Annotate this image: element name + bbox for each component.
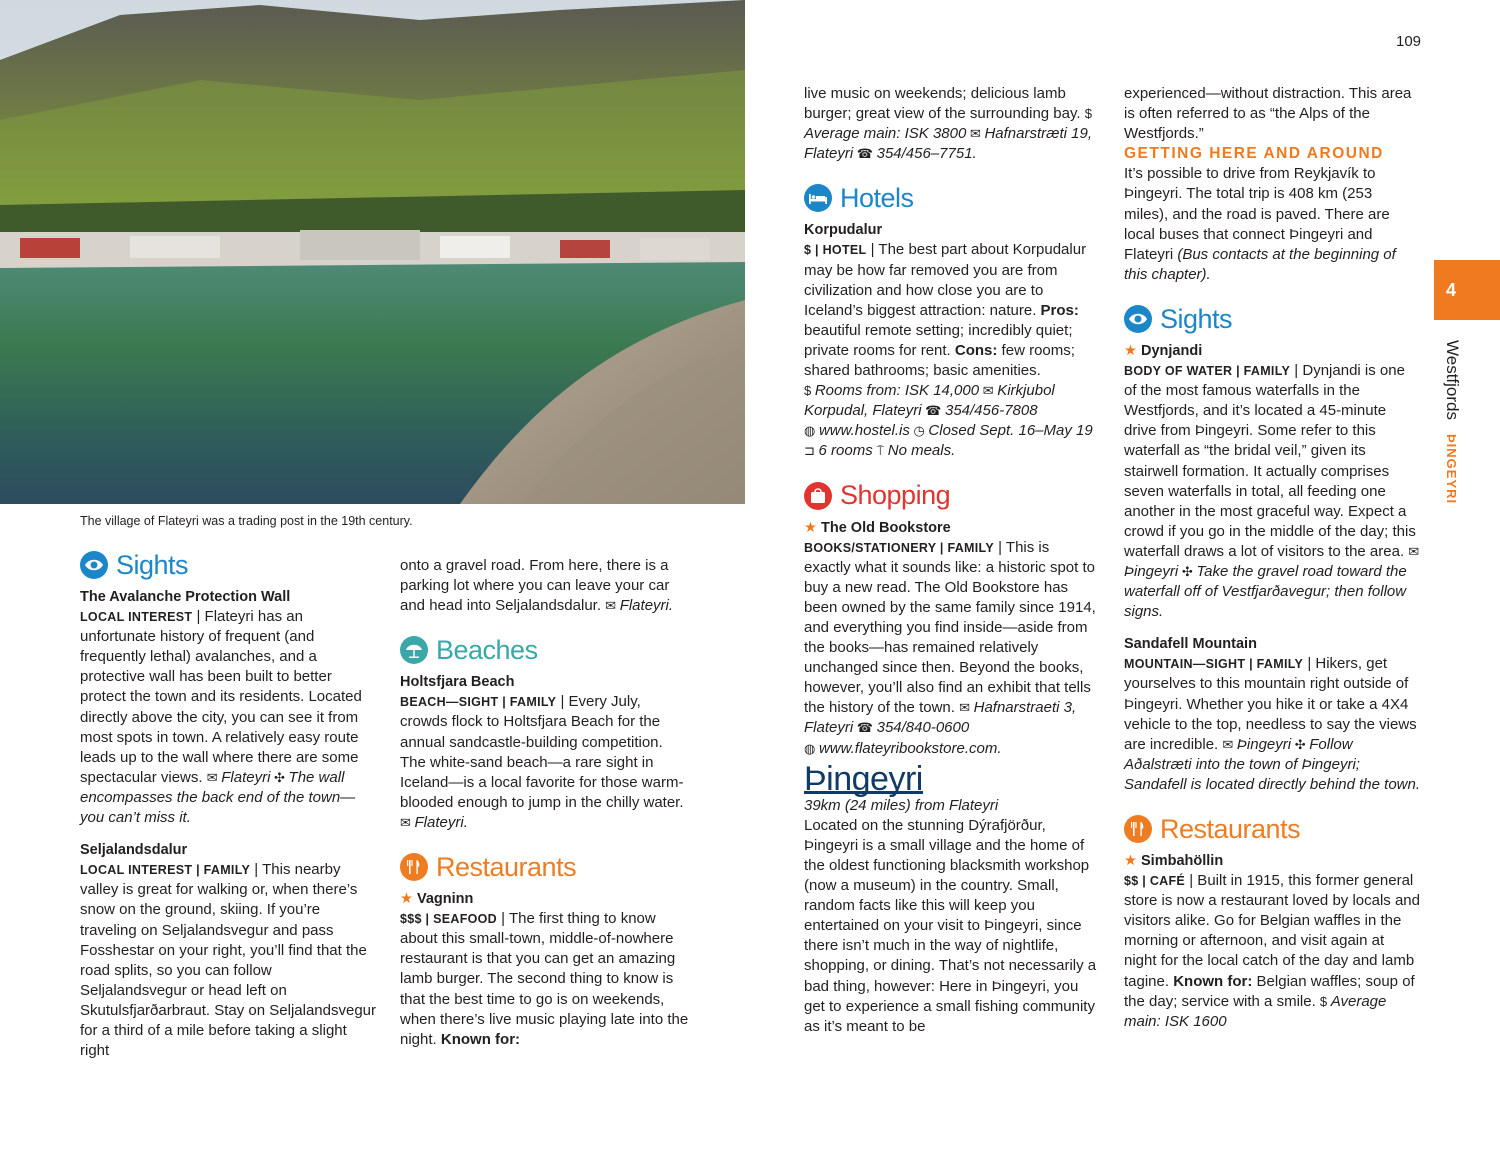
pros-text: beautiful remote setting; incredibly quiet; private rooms for rent.: [804, 321, 1073, 359]
entry-tag: BOOKS/STATIONERY | FAMILY: [804, 540, 994, 555]
entry-tag: LOCAL INTEREST | FAMILY: [80, 863, 251, 878]
address-icon: ✉: [1408, 543, 1420, 559]
entry-website[interactable]: www.flateyribookstore.com.: [818, 739, 1002, 757]
entry-price: Rooms from: ISK 14,000: [814, 382, 980, 400]
entry-name-vagninn: [400, 889, 692, 909]
cons-label: Cons:: [954, 341, 998, 359]
entry-address: Þingeyri: [1124, 562, 1179, 580]
entry-tag: $$ | CAFÉ: [1124, 874, 1186, 889]
shopping-heading: [804, 482, 1100, 510]
address-icon: ✉: [605, 598, 620, 614]
entry-phone: 354/456-7808: [944, 402, 1038, 420]
entry-text-avalanche-wall: [80, 607, 376, 828]
address-icon: ✉: [979, 383, 998, 399]
continued-text: [400, 556, 692, 616]
continued-text: experienced—without distraction. This area is often referred to as “the Alps of the Westfjords.”: [1124, 85, 1412, 143]
page-number: 109: [1396, 33, 1422, 50]
entry-text-seljalandsdalur: [80, 860, 376, 1061]
price-icon: $: [804, 383, 815, 399]
continued-text: [804, 84, 1100, 164]
town-intro: Located on the stunning Dýrafjörður, Þingeyri is a small village and the home of the oldest functioning blacksmith workshop (now a museum) in the country. Small, random facts like this will keep you entertained on your visit to Þingeyri, since there isn’t much in the way of nightlife, shopping, or dining. That’s not necessarily a bad thing, however: Here in Þingeyri, you get to experience a small fishing community as it’s meant to be: [804, 816, 1097, 1035]
entry-directions: Take the gravel road toward the waterfall off of Vestfjarðavegur; then follow signs.: [1124, 562, 1407, 621]
getting-here-body: It’s possible to drive from Reykjavík to Þingeyri. The total trip is 408 km (253 miles), and the road is paved. There are local buses that connect Þingeyri and Flateyri: [1124, 165, 1390, 263]
phone-icon: ☎: [853, 720, 877, 736]
entry-name-holtsfjara: Holtsfjara Beach: [400, 674, 515, 691]
chapter-tab: [1434, 260, 1500, 320]
globe-icon: ◍: [804, 740, 819, 756]
address-icon: ✉: [966, 126, 985, 142]
restaurants-title: Restaurants: [436, 851, 577, 882]
entry-name-avalanche-wall: The Avalanche Protection Wall: [80, 589, 291, 605]
phone-icon: ☎: [921, 403, 945, 419]
getting-here-note: (Bus contacts at the beginning of this chapter).: [1124, 245, 1396, 283]
town-title: Þingeyri: [804, 759, 923, 798]
entry-body: | The first thing to know about this small-town, middle-of-nowhere restaurant is that you can get an amazing lamb burger. The second thing to know is that the best time to go is on weekends, when there’s live music playing late into the night.: [400, 910, 689, 1048]
flateyri-photo: [0, 0, 745, 504]
star-icon: ★: [1124, 853, 1137, 869]
entry-name-text: The Old Bookstore: [821, 519, 951, 536]
directions-icon: ✣: [1178, 563, 1197, 579]
entry-meals: No meals.: [887, 442, 956, 460]
entry-body: | This is exactly what it sounds like: a historic spot to buy a new read. The Old Bookstore has been owned by the same family since 1914, and everything you find inside—aside from the books—has remained relatively unchanged since then. Beyond the books, however, you’ll also find an exhibit that tells the history of the town.: [804, 538, 1096, 717]
entry-rooms: 6 rooms: [818, 442, 873, 460]
running-head-town: ÞINGEYRI: [1444, 434, 1459, 505]
fork-knife-icon: [1124, 815, 1152, 843]
star-icon: ★: [804, 519, 817, 536]
entry-website[interactable]: www.hostel.is: [818, 422, 910, 440]
entry-address: Hafnarstraeti 3, Flateyri: [804, 699, 1077, 737]
chapter-number: 4: [1446, 279, 1457, 300]
known-for-text: Belgian waffles; soup of the day; service with a smile.: [1124, 972, 1415, 1010]
known-for-label: Known for:: [440, 1030, 521, 1048]
entry-body: | The best part about Korpudalur may be how far removed you are from civilization and how close you are to Iceland’s biggest attraction: nature.: [804, 241, 1087, 319]
entry-directions: Follow Aðalstræti into the town of Þingeyri; Sandafell is located directly behind the town.: [1124, 735, 1421, 793]
entry-text-holtsfjara: [400, 692, 692, 833]
entry-directions: The wall encompasses the back end of the town—you can’t miss it.: [80, 768, 356, 827]
entry-closed: Closed Sept. 16–May 19: [928, 422, 1093, 440]
shopping-title: Shopping: [840, 480, 951, 511]
entry-tag: BODY OF WATER | FAMILY: [1124, 364, 1291, 379]
entry-body: | Built in 1915, this former general store is now a restaurant loved by locals and visitors alike. Go for Belgian waffles in the morning or afternoon, and visit again at night for the local catch of the day and lamb tagine.: [1124, 872, 1420, 990]
entry-name-text: Dynjandi: [1141, 342, 1203, 359]
entry-address: Þingeyri: [1236, 735, 1292, 753]
entry-name-korpudalur: Korpudalur: [804, 222, 883, 239]
entry-text-simbahollin: [1124, 871, 1420, 1032]
entry-address: Kirkjubol Korpudal, Flateyri: [804, 382, 1055, 420]
entry-address: Hafnarstræti 19, Flateyri: [804, 125, 1092, 163]
bed-small-icon: ⊐: [804, 443, 819, 459]
phone-icon: ☎: [853, 146, 877, 162]
getting-here-title: GETTING HERE AND AROUND: [1124, 145, 1384, 163]
getting-here-text: [1124, 164, 1420, 285]
continued-body: live music on weekends; delicious lamb burger; great view of the surrounding bay.: [804, 85, 1085, 123]
entry-phone: 354/456–7751.: [876, 145, 977, 163]
column-4: [1124, 84, 1420, 1032]
beaches-title: Beaches: [436, 635, 538, 666]
sights-title-2: Sights: [1160, 303, 1233, 334]
entry-body: | Every July, crowds flock to Holtsfjara Beach for the annual sandcastle-building competition. The white-sand beach—a rare sight in Iceland—is a local favorite for those warm-blooded enough to jump in the chilly water.: [400, 693, 684, 811]
hotels-heading: [804, 184, 1100, 212]
running-head-region: Westfjords: [1443, 340, 1462, 420]
entry-name-bookstore: [804, 518, 1100, 538]
address-icon: ✉: [959, 700, 974, 716]
beaches-heading: [400, 636, 692, 664]
known-for-label: Known for:: [1173, 972, 1253, 990]
entry-tag: LOCAL INTEREST: [80, 610, 193, 625]
column-3: [804, 84, 1100, 1037]
clock-icon: ◷: [909, 423, 929, 439]
entry-tag: MOUNTAIN—SIGHT | FAMILY: [1124, 657, 1304, 672]
column-2: [400, 556, 692, 1050]
star-icon: ★: [400, 891, 413, 908]
entry-address: Flateyri.: [619, 597, 674, 615]
entry-name-dynjandi: [1124, 341, 1420, 361]
entry-body: | Dynjandi is one of the most famous waterfalls in the Westfjords, and it’s located a 45-minute drive from Þingeyri. Some refer to this waterfall as “the bridal veil,” given its stairwell formation. It actually comprises seven waterfalls in total, all feeding one another in the most graceful way. Expect a crowd if you go in the middle of the day; this waterfall draws a lot of visitors to the area.: [1124, 362, 1416, 560]
restaurants-title-2: Restaurants: [1160, 813, 1301, 844]
entry-name-simbahollin: [1124, 851, 1420, 871]
cons-text: few rooms; shared bathrooms; basic amenities.: [804, 341, 1075, 380]
entry-name-text: Simbahöllin: [1141, 853, 1224, 869]
globe-icon: ◍: [804, 423, 819, 439]
entry-tag: BEACH—SIGHT | FAMILY: [400, 695, 557, 710]
star-icon: ★: [1124, 342, 1137, 359]
eye-icon: [80, 551, 108, 579]
restaurants-heading-2: [1124, 815, 1420, 843]
sights-heading-2: [1124, 305, 1420, 333]
photo-illustration: [0, 0, 745, 504]
entry-price: Average main: ISK 3800: [804, 125, 967, 143]
running-head: [1440, 340, 1464, 505]
hotels-title: Hotels: [840, 183, 914, 214]
entry-address: Flateyri: [221, 768, 271, 786]
sights-title: Sights: [116, 549, 189, 580]
entry-name-text: Vagninn: [417, 891, 474, 908]
entry-name-sandafell: Sandafell Mountain: [1124, 636, 1257, 653]
entry-tag: $$$ | SEAFOOD: [400, 912, 498, 927]
entry-text-sandafell: [1124, 654, 1420, 795]
photo-caption: The village of Flateyri was a trading post in the 19th century.: [80, 514, 413, 528]
entry-body: | Flateyri has an unfortunate history of frequent (and frequently lethal) avalanches, and a protective wall has been built to better protect the town and its residents. Located directly above the city, you can see it from most spots in town. A relatively easy route leads up to the wall where there are some spectacular views.: [80, 608, 362, 786]
directions-icon: ✣: [1291, 736, 1310, 752]
entry-tag: $ | HOTEL: [804, 243, 867, 258]
entry-body: | This nearby valley is great for walking or, when there’s snow on the ground, skiing. If you’re traveling on Seljalandsvegur and pass Fosshestar on your right, you’ll find that the road splits, so you can follow Seljalandsvegur or head left on Skutulsfjarðarbraut. Stay on Seljalandsvegur for a third of a mile before taking a slight right: [80, 861, 377, 1060]
entry-text-vagninn: [400, 909, 692, 1050]
pros-label: Pros:: [1040, 301, 1079, 319]
continued-body: onto a gravel road. From here, there is a parking lot where you can leave your car and head into Seljalandsdalur.: [400, 557, 670, 615]
town-distance: 39km (24 miles) from Flateyri: [804, 796, 999, 814]
entry-body: | Hikers, get yourselves to this mountain right outside of Þingeyri. Whether you hike it or take a 4X4 vehicle to the top, needless to say the views are incredible.: [1124, 655, 1417, 753]
address-icon: ✉: [1222, 736, 1237, 752]
entry-text-korpudalur: [804, 240, 1100, 461]
column-1: [80, 551, 376, 1061]
bed-icon: [804, 184, 832, 212]
entry-address: Flateyri.: [414, 813, 468, 831]
eye-icon: [1124, 305, 1152, 333]
directions-icon: ✣: [270, 769, 289, 785]
umbrella-icon: [400, 636, 428, 664]
entry-price: Average main: ISK 1600: [1124, 992, 1387, 1030]
entry-text-dynjandi: [1124, 361, 1420, 622]
restaurants-heading: [400, 853, 692, 881]
entry-phone: 354/840-0600: [876, 719, 970, 737]
price-icon: $: [1084, 106, 1092, 122]
meals-icon: ⍑: [872, 443, 888, 459]
sights-heading: [80, 551, 376, 579]
entry-name-seljalandsdalur: Seljalandsdalur: [80, 842, 188, 859]
shopping-bag-icon: [804, 482, 832, 510]
address-icon: ✉: [400, 814, 415, 830]
address-icon: ✉: [206, 769, 222, 785]
fork-knife-icon: [400, 853, 428, 881]
price-icon: $: [1319, 993, 1331, 1009]
entry-text-bookstore: [804, 538, 1100, 759]
